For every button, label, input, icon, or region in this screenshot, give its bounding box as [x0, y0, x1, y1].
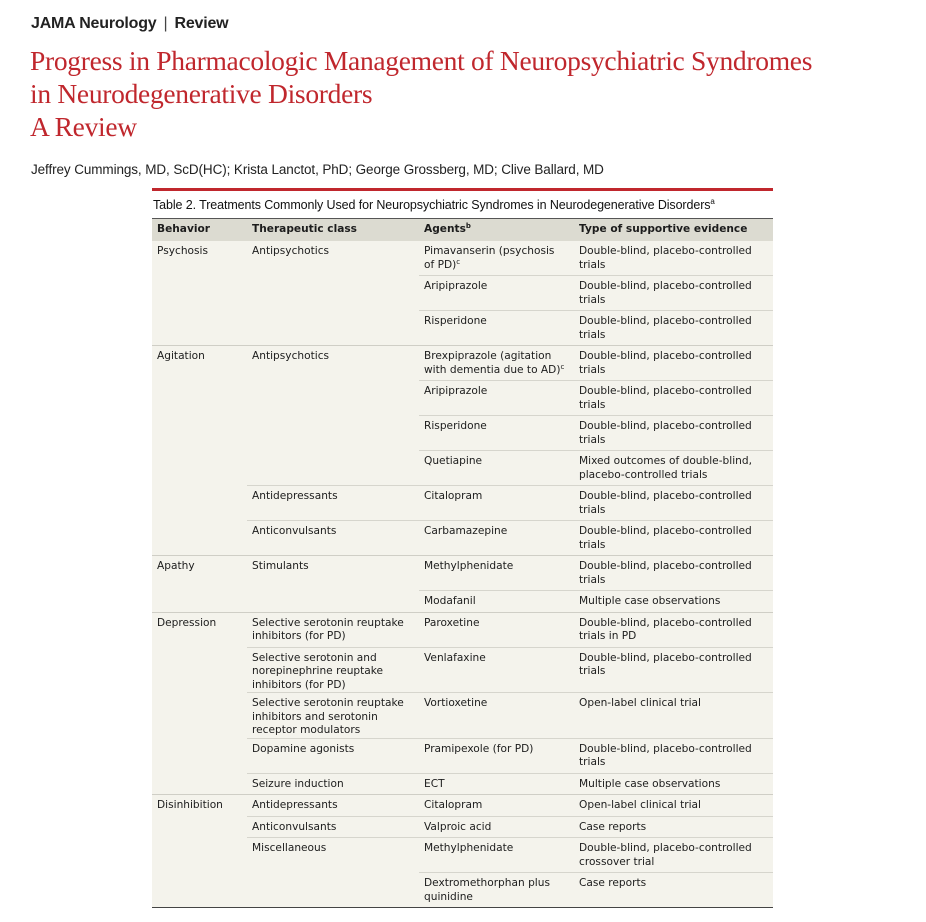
col-header-evidence: Type of supportive evidence	[579, 223, 748, 236]
agent-cell	[419, 385, 574, 412]
agent-cell	[419, 315, 574, 342]
table-body	[152, 218, 773, 908]
agent-rows	[419, 795, 773, 816]
table-row	[419, 380, 773, 415]
behavior-cell: Psychosis	[157, 245, 208, 257]
table-row	[419, 774, 773, 795]
behavior-cell: Depression	[157, 616, 217, 629]
therapeutic-class-cell: Antidepressants	[252, 799, 338, 811]
therapeutic-class-group	[247, 346, 773, 485]
evidence-cell: Case reports	[579, 820, 647, 833]
journal-header	[31, 15, 228, 33]
table-row	[419, 795, 773, 816]
therapeutic-class-cell: Antipsychotics	[252, 350, 330, 362]
agent-name: Carbamazepine	[424, 525, 508, 537]
agent-name: Aripiprazole	[424, 385, 488, 397]
evidence-cell: Double-blind, placebo-controlled trials	[579, 560, 752, 586]
behavior-group	[152, 794, 773, 907]
agent-rows	[419, 817, 773, 838]
col-header-therapeutic-class: Therapeutic class	[252, 223, 357, 236]
agent-cell	[419, 697, 574, 711]
evidence-cell: Double-blind, placebo-controlled trials	[579, 245, 752, 271]
agent-rows	[419, 521, 773, 555]
agent-name: Aripiprazole	[424, 280, 488, 292]
agent-rows	[419, 346, 773, 485]
agent-cell	[419, 455, 574, 482]
table-row	[419, 346, 773, 380]
agent-name: Vortioxetine	[424, 697, 488, 709]
agent-name: Citalopram	[424, 490, 483, 502]
table-row	[419, 241, 773, 275]
table-row	[419, 613, 773, 647]
behavior-group	[152, 345, 773, 555]
table-caption-text: Table 2. Treatments Commonly Used for Neuropsychiatric Syndromes in Neurodegenerative Disorders	[153, 198, 711, 212]
therapeutic-class-group	[247, 556, 773, 612]
evidence-cell: Double-blind, placebo-controlled trials	[579, 490, 752, 516]
agent-name: Paroxetine	[424, 616, 480, 629]
table-row	[419, 521, 773, 555]
agent-rows	[419, 241, 773, 345]
agent-rows	[419, 739, 773, 773]
agent-cell	[419, 280, 574, 307]
col-header-agents-label: Agents	[424, 223, 466, 236]
table-caption	[152, 191, 773, 218]
agent-rows	[419, 774, 773, 795]
header-separator: |	[163, 15, 168, 32]
evidence-cell: Mixed outcomes of double-blind, placebo-controlled trials	[579, 455, 752, 481]
title-line-3: A Review	[30, 111, 137, 142]
article-title	[30, 44, 910, 143]
evidence-cell: Double-blind, placebo-controlled trials	[579, 420, 752, 446]
agent-name: Risperidone	[424, 420, 487, 432]
therapeutic-class-cell: Selective serotonin and norepinephrine reuptake inhibitors (for PD)	[252, 651, 384, 691]
agent-footnote: c	[456, 257, 461, 266]
behavior-cell: Agitation	[157, 350, 205, 362]
table-row	[419, 817, 773, 838]
evidence-cell: Double-blind, placebo-controlled trials	[579, 280, 752, 306]
behavior-cell: Apathy	[157, 560, 195, 572]
agent-name: ECT	[424, 777, 445, 790]
agent-cell	[419, 743, 574, 770]
table-row	[419, 556, 773, 590]
title-line-2: in Neurodegenerative Disorders	[30, 78, 373, 109]
evidence-cell: Double-blind, placebo-controlled trials	[579, 525, 752, 551]
therapeutic-class-cell: Antipsychotics	[252, 245, 330, 257]
agent-rows	[419, 693, 773, 738]
table-row	[419, 872, 773, 907]
agent-cell	[419, 842, 574, 869]
treatments-table	[152, 188, 773, 908]
therapeutic-class-group	[247, 241, 773, 345]
evidence-cell: Double-blind, placebo-controlled trials	[579, 385, 752, 411]
agent-name: Venlafaxine	[424, 651, 486, 664]
behavior-group-rows	[247, 795, 773, 907]
evidence-cell: Open-label clinical trial	[579, 799, 701, 811]
evidence-cell: Case reports	[579, 877, 647, 889]
table-header-row	[152, 219, 773, 241]
table-rows	[152, 241, 773, 907]
table-row	[419, 739, 773, 773]
agent-name: Pramipexole (for PD)	[424, 742, 534, 755]
agent-name: Pimavanserin (psychosis of PD)	[424, 245, 555, 271]
therapeutic-class-group	[247, 485, 773, 520]
therapeutic-class-group	[247, 647, 773, 693]
therapeutic-class-cell: Anticonvulsants	[252, 820, 337, 833]
therapeutic-class-group	[247, 773, 773, 795]
author-list: Jeffrey Cummings, MD, ScD(HC); Krista Lanctot, PhD; George Grossberg, MD; Clive Ballard, MD	[31, 162, 604, 177]
agent-name: Quetiapine	[424, 455, 483, 467]
agent-footnote: c	[560, 362, 565, 371]
behavior-group-rows	[247, 241, 773, 345]
therapeutic-class-group	[247, 613, 773, 647]
therapeutic-class-cell: Seizure induction	[252, 777, 344, 790]
agent-cell	[419, 560, 574, 587]
agent-name: Risperidone	[424, 315, 487, 327]
agent-cell	[419, 525, 574, 552]
evidence-cell: Double-blind, placebo-controlled trials in PD	[579, 616, 752, 642]
table-row	[419, 450, 773, 485]
agent-name: Brexpiprazole (agitation with dementia due to AD)	[424, 350, 561, 376]
behavior-group-rows	[247, 346, 773, 555]
agent-name: Modafanil	[424, 595, 476, 607]
agent-cell	[419, 595, 574, 609]
evidence-cell: Double-blind, placebo-controlled crossover trial	[579, 842, 752, 868]
behavior-group	[152, 612, 773, 795]
behavior-group	[152, 555, 773, 612]
agent-name: Valproic acid	[424, 820, 492, 833]
evidence-cell: Multiple case observations	[579, 777, 721, 790]
behavior-group-rows	[247, 613, 773, 795]
agent-cell	[419, 617, 574, 644]
agent-cell	[419, 420, 574, 447]
therapeutic-class-cell: Stimulants	[252, 560, 309, 572]
agent-cell	[419, 877, 574, 904]
therapeutic-class-group	[247, 816, 773, 838]
col-header-agents	[419, 223, 574, 237]
agent-cell	[419, 821, 574, 835]
agent-name: Methylphenidate	[424, 560, 514, 572]
evidence-cell: Multiple case observations	[579, 595, 721, 607]
table-row	[419, 693, 773, 714]
col-header-agents-footnote: b	[465, 222, 471, 231]
therapeutic-class-group	[247, 520, 773, 555]
agent-cell	[419, 778, 574, 792]
agent-cell	[419, 490, 574, 517]
agent-name: Methylphenidate	[424, 842, 514, 854]
table-row	[419, 275, 773, 310]
title-line-1: Progress in Pharmacologic Management of Neuropsychiatric Syndromes	[30, 45, 813, 76]
evidence-cell: Double-blind, placebo-controlled trials	[579, 742, 752, 768]
agent-name: Citalopram	[424, 799, 483, 811]
therapeutic-class-cell: Miscellaneous	[252, 842, 327, 854]
agent-rows	[419, 486, 773, 520]
article-section: Review	[174, 15, 229, 32]
agent-cell	[419, 245, 574, 272]
behavior-group-rows	[247, 556, 773, 612]
table-row	[419, 838, 773, 872]
therapeutic-class-cell: Antidepressants	[252, 490, 338, 502]
agent-cell	[419, 350, 574, 377]
agent-cell	[419, 652, 574, 679]
therapeutic-class-cell: Dopamine agonists	[252, 742, 355, 755]
therapeutic-class-group	[247, 795, 773, 816]
therapeutic-class-group	[247, 837, 773, 907]
behavior-cell: Disinhibition	[157, 799, 223, 811]
agent-rows	[419, 838, 773, 907]
table-row	[419, 310, 773, 345]
evidence-cell: Double-blind, placebo-controlled trials	[579, 651, 752, 677]
therapeutic-class-cell: Anticonvulsants	[252, 525, 337, 537]
therapeutic-class-group	[247, 738, 773, 773]
agent-rows	[419, 613, 773, 647]
table-caption-footnote: a	[710, 197, 715, 206]
evidence-cell: Open-label clinical trial	[579, 697, 701, 709]
table-row	[419, 486, 773, 520]
agent-rows	[419, 556, 773, 612]
col-header-behavior: Behavior	[157, 223, 210, 236]
evidence-cell: Double-blind, placebo-controlled trials	[579, 350, 752, 376]
evidence-cell: Double-blind, placebo-controlled trials	[579, 315, 752, 341]
journal-name: JAMA Neurology	[31, 15, 157, 32]
therapeutic-class-cell: Selective serotonin reuptake inhibitors and serotonin receptor modulators	[252, 697, 404, 736]
table-row	[419, 590, 773, 612]
table-row	[419, 415, 773, 450]
behavior-group	[152, 241, 773, 345]
agent-name: Dextromethorphan plus quinidine	[424, 877, 550, 903]
agent-cell	[419, 799, 574, 813]
agent-rows	[419, 648, 773, 693]
therapeutic-class-cell: Selective serotonin reuptake inhibitors (for PD)	[252, 616, 404, 642]
therapeutic-class-group	[247, 692, 773, 738]
table-row	[419, 648, 773, 682]
